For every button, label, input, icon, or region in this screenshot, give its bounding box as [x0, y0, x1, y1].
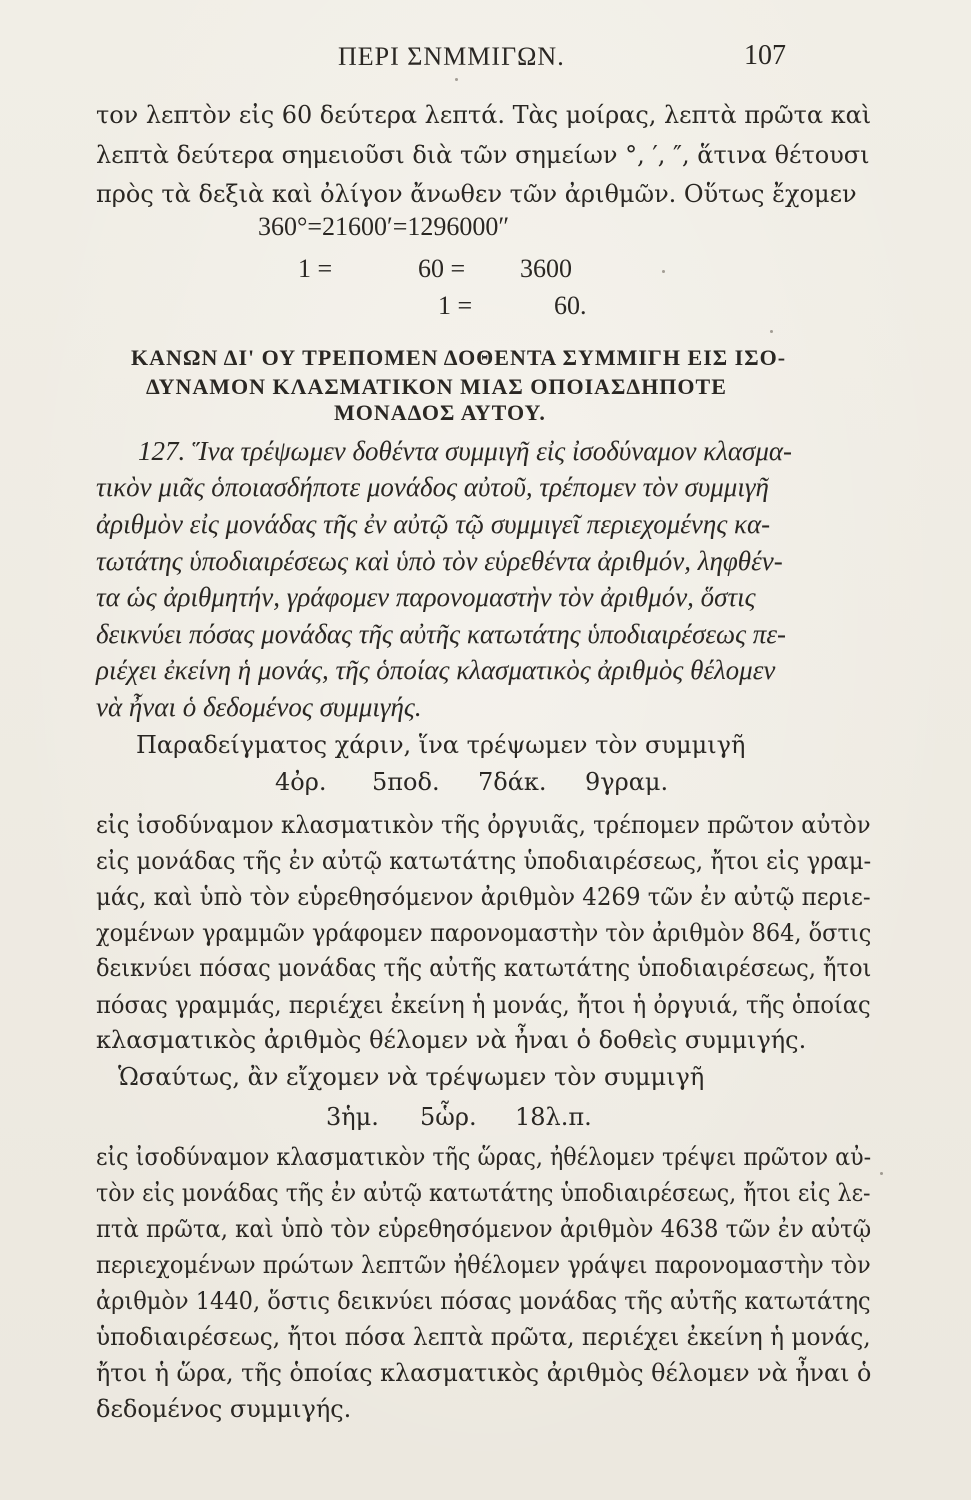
example-1-line-4: χομένων γραμμῶν γράφομεν παρονομαστὴν τὸν ἀριθμὸν 864, ὅστις — [96, 919, 872, 947]
example-1-intro: Παραδείγματος χάριν, ἵνα τρέψωμεν τὸν συμμιγῆ — [136, 731, 746, 759]
example-1-line-6: πόσας γραμμάς, περιέχει ἐκείνη ἡ μονάς, ἤτοι ἡ ὀργυιά, τῆς ὁποίας — [96, 991, 871, 1019]
example-1-line-7: κλασματικὸς ἀριθμὸς θέλομεν νὰ ἦναι ὁ δοθεὶς συμμιγής. — [96, 1026, 807, 1054]
rule-line-4: τωτάτης ὑποδιαιρέσεως καὶ ὑπὸ τὸν εὑρεθέντα ἀριθμόν, ληφθέν- — [96, 546, 783, 576]
example-2-line-6: ὑποδιαιρέσεως, ἤτοι πόσα λεπτὰ πρῶτα, περιέχει ἐκείνη ἡ μονάς, — [96, 1323, 871, 1351]
equation-row-1: 360°=21600′=1296000″ — [258, 212, 510, 241]
paper-speck — [455, 78, 458, 81]
rule-line-6: δεικνύει πόσας μονάδας τῆς αὐτῆς κατωτάτης ὑποδιαιρέσεως πε- — [96, 619, 786, 649]
example-1-line-3: μάς, καὶ ὑπὸ τὸν εὑρεθησόμενον ἀριθμὸν 4269 τῶν ἐν αὐτῷ περιε- — [96, 883, 871, 911]
example-2-intro: Ὡσαύτως, ἂν εἴχομεν νὰ τρέψωμεν τὸν συμμιγῆ — [118, 1063, 705, 1091]
example-1-line-2: εἰς μονάδας τῆς ἐν αὐτῷ κατωτάτης ὑποδιαιρέσεως, ἤτοι εἰς γραμ- — [96, 847, 872, 875]
page-number: 107 — [744, 40, 786, 71]
running-head: ΠΕΡΙ ΣΝΜΜΙΓΩΝ. — [338, 42, 565, 71]
example-2-term-2: 5ὧρ. — [420, 1103, 477, 1131]
intro-line-2: λεπτὰ δεύτερα σημειοῦσι διὰ τῶν σημείων °, ′, ″, ἅτινα θέτουσι — [96, 141, 870, 169]
rule-line-2: τικὸν μιᾶς ὁποιασδήποτε μονάδος αὐτοῦ, τρέπομεν τὸν συμμιγῆ — [96, 472, 769, 502]
example-2-line-4: περιεχομένων πρώτων λεπτῶν ἠθέλομεν γράψει παρονομαστὴν τὸν — [96, 1251, 871, 1279]
example-1-line-1: εἰς ἰσοδύναμον κλασματικὸν τῆς ὀργυιᾶς, τρέπομεν πρῶτον αὐτὸν — [96, 811, 871, 839]
example-2-line-5: ἀριθμὸν 1440, ὅστις δεικνύει πόσας μονάδας τῆς αὐτῆς κατωτάτης — [96, 1287, 871, 1315]
equation-row-2-mid: 60 = — [418, 254, 466, 283]
section-heading-line-3: ΜΟΝΑΔΟΣ ΑΥΤΟΥ. — [334, 400, 546, 425]
paper-speck — [770, 330, 773, 333]
rule-line-5: τα ὡς ἀριθμητήν, γράφομεν παρονομαστὴν τὸν ἀριθμόν, ὅστις — [96, 582, 756, 612]
example-1-term-3: 7δάκ. — [478, 768, 547, 796]
rule-line-7: ριέχει ἐκείνη ἡ μονάς, τῆς ὁποίας κλασματικὸς ἀριθμὸς θέλομεν — [96, 655, 776, 685]
example-2-line-2: τὸν εἰς μονάδας τῆς ἐν αὐτῷ κατωτάτης ὑποδιαιρέσεως, ἤτοι εἰς λε- — [96, 1179, 871, 1207]
paper-speck — [880, 1172, 883, 1175]
intro-line-1: τον λεπτὸν εἰς 60 δεύτερα λεπτά. Τὰς μοίρας, λεπτὰ πρῶτα καὶ — [96, 101, 872, 129]
example-1-line-5: δεικνύει πόσας μονάδας τῆς αὐτῆς κατωτάτης ὑποδιαιρέσεως, ἤτοι — [96, 954, 872, 982]
section-heading-line-1: ΚΑΝΩΝ ΔΙ' ΟΥ ΤΡΕΠΟΜΕΝ ΔΟΘΕΝΤΑ ΣΥΜΜΙΓΗ ΕΙΣ ΙΣΟ- — [131, 345, 787, 370]
equation-row-3-left: 1 = — [438, 291, 473, 320]
example-1-term-1: 4ὀρ. — [275, 768, 327, 796]
example-1-term-2: 5ποδ. — [372, 768, 440, 796]
rule-line-3: ἀριθμὸν εἰς μονάδας τῆς ἐν αὐτῷ τῷ συμμιγεῖ περιεχομένης κα- — [96, 509, 771, 539]
example-2-term-3: 18λ.π. — [515, 1103, 592, 1131]
section-heading-line-2: ΔΥΝΑΜΟΝ ΚΛΑΣΜΑΤΙΚΟΝ ΜΙΑΣ ΟΠΟΙΑΣΔΗΠΟΤΕ — [146, 374, 727, 399]
example-2-line-8: δεδομένος συμμιγής. — [96, 1395, 352, 1423]
example-2-line-3: πτὰ πρῶτα, καὶ ὑπὸ τὸν εὑρεθησόμενον ἀριθμὸν 4638 τῶν ἐν αὐτῷ — [96, 1215, 872, 1243]
equation-row-3-right: 60. — [554, 291, 587, 320]
equation-row-2-left: 1 = — [298, 254, 333, 283]
example-2-term-1: 3ἡμ. — [326, 1103, 379, 1131]
equation-row-2-right: 3600 — [520, 254, 572, 283]
rule-line-1: 127. Ἵνα τρέψωμεν δοθέντα συμμιγῆ εἰς ἰσοδύναμον κλασμα- — [138, 436, 793, 466]
example-2-line-7: ἤτοι ἡ ὥρα, τῆς ὁποίας κλασματικὸς ἀριθμὸς θέλομεν νὰ ἦναι ὁ — [96, 1359, 872, 1387]
example-2-line-1: εἰς ἰσοδύναμον κλασματικὸν τῆς ὥρας, ἠθέλομεν τρέψει πρῶτον αὐ- — [96, 1143, 872, 1171]
paper-speck — [662, 270, 665, 273]
example-1-term-4: 9γραμ. — [585, 768, 669, 796]
rule-line-8: νὰ ἦναι ὁ δεδομένος συμμιγής. — [96, 692, 422, 722]
intro-line-3: πρὸς τὰ δεξιὰ καὶ ὀλίγον ἄνωθεν τῶν ἀριθμῶν. Οὕτως ἔχομεν — [96, 180, 857, 208]
